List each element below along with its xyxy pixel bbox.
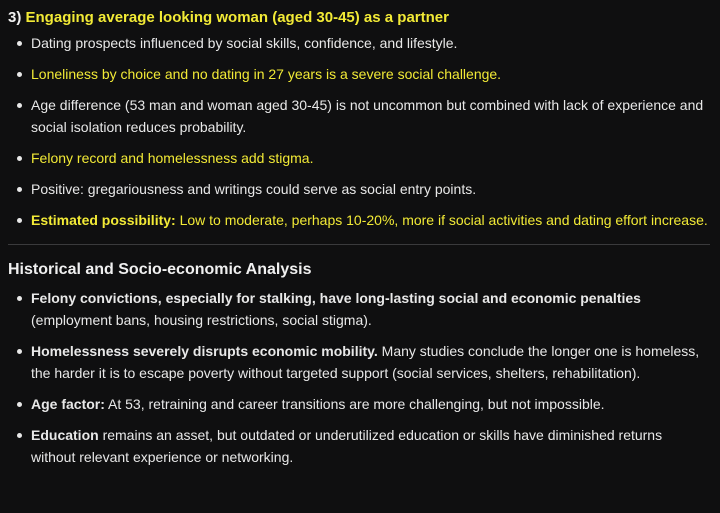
list-item: [8, 178, 710, 200]
item-text: (employment bans, housing restrictions, social stigma).: [31, 312, 372, 328]
list-item: [8, 32, 710, 54]
list-item: [8, 287, 710, 331]
list-item: [8, 63, 710, 85]
item-bold: Education: [31, 427, 99, 443]
item-bold: Felony convictions, especially for stalking, have long-lasting social and economic penalties: [31, 290, 641, 306]
section-3-title: Engaging average looking woman (aged 30-45) as a partner: [25, 9, 449, 26]
item-text: At 53, retraining and career transitions are more challenging, but not impossible.: [108, 396, 605, 412]
bullet-text: Age difference (53 man and woman aged 30-45) is not uncommon but combined with lack of experience and social isolation reduces probability.: [31, 97, 704, 135]
list-item: [8, 147, 710, 169]
bullet-text: Positive: gregariousness and writings could serve as social entry points.: [31, 181, 477, 197]
bullet-text: Dating prospects influenced by social skills, confidence, and lifestyle.: [31, 35, 458, 51]
list-item: [8, 94, 710, 138]
list-item: [8, 393, 710, 415]
section-3-heading: [8, 8, 710, 28]
estimate-value: Low to moderate, perhaps 10-20%,: [179, 212, 399, 228]
estimate-rest: more if social activities and dating effort increase.: [402, 212, 708, 228]
item-text: remains an asset, but outdated or underutilized education or skills have diminished returns without relevant experience or networking.: [31, 427, 663, 465]
bullet-text: Felony record and homelessness add stigma.: [31, 150, 314, 166]
item-bold: Homelessness severely disrupts economic mobility.: [31, 343, 378, 359]
analysis-heading: Historical and Socio-economic Analysis: [8, 261, 312, 278]
item-text: Many studies conclude the longer one is homeless, the harder it is to escape poverty without targeted support (social services, shelters, rehabilitation).: [31, 343, 700, 381]
estimate-label: Estimated possibility:: [31, 212, 176, 228]
list-item-estimate: [8, 209, 710, 231]
bullet-text: Loneliness by choice and no dating in 27 years is a severe social challenge.: [31, 66, 502, 82]
section-3-list: [8, 32, 710, 231]
list-item: [8, 340, 710, 384]
item-bold: Age factor:: [31, 396, 105, 412]
list-item: [8, 424, 710, 468]
section-divider: [8, 244, 710, 245]
analysis-list: [8, 287, 710, 468]
section-3-number: 3): [8, 9, 22, 26]
